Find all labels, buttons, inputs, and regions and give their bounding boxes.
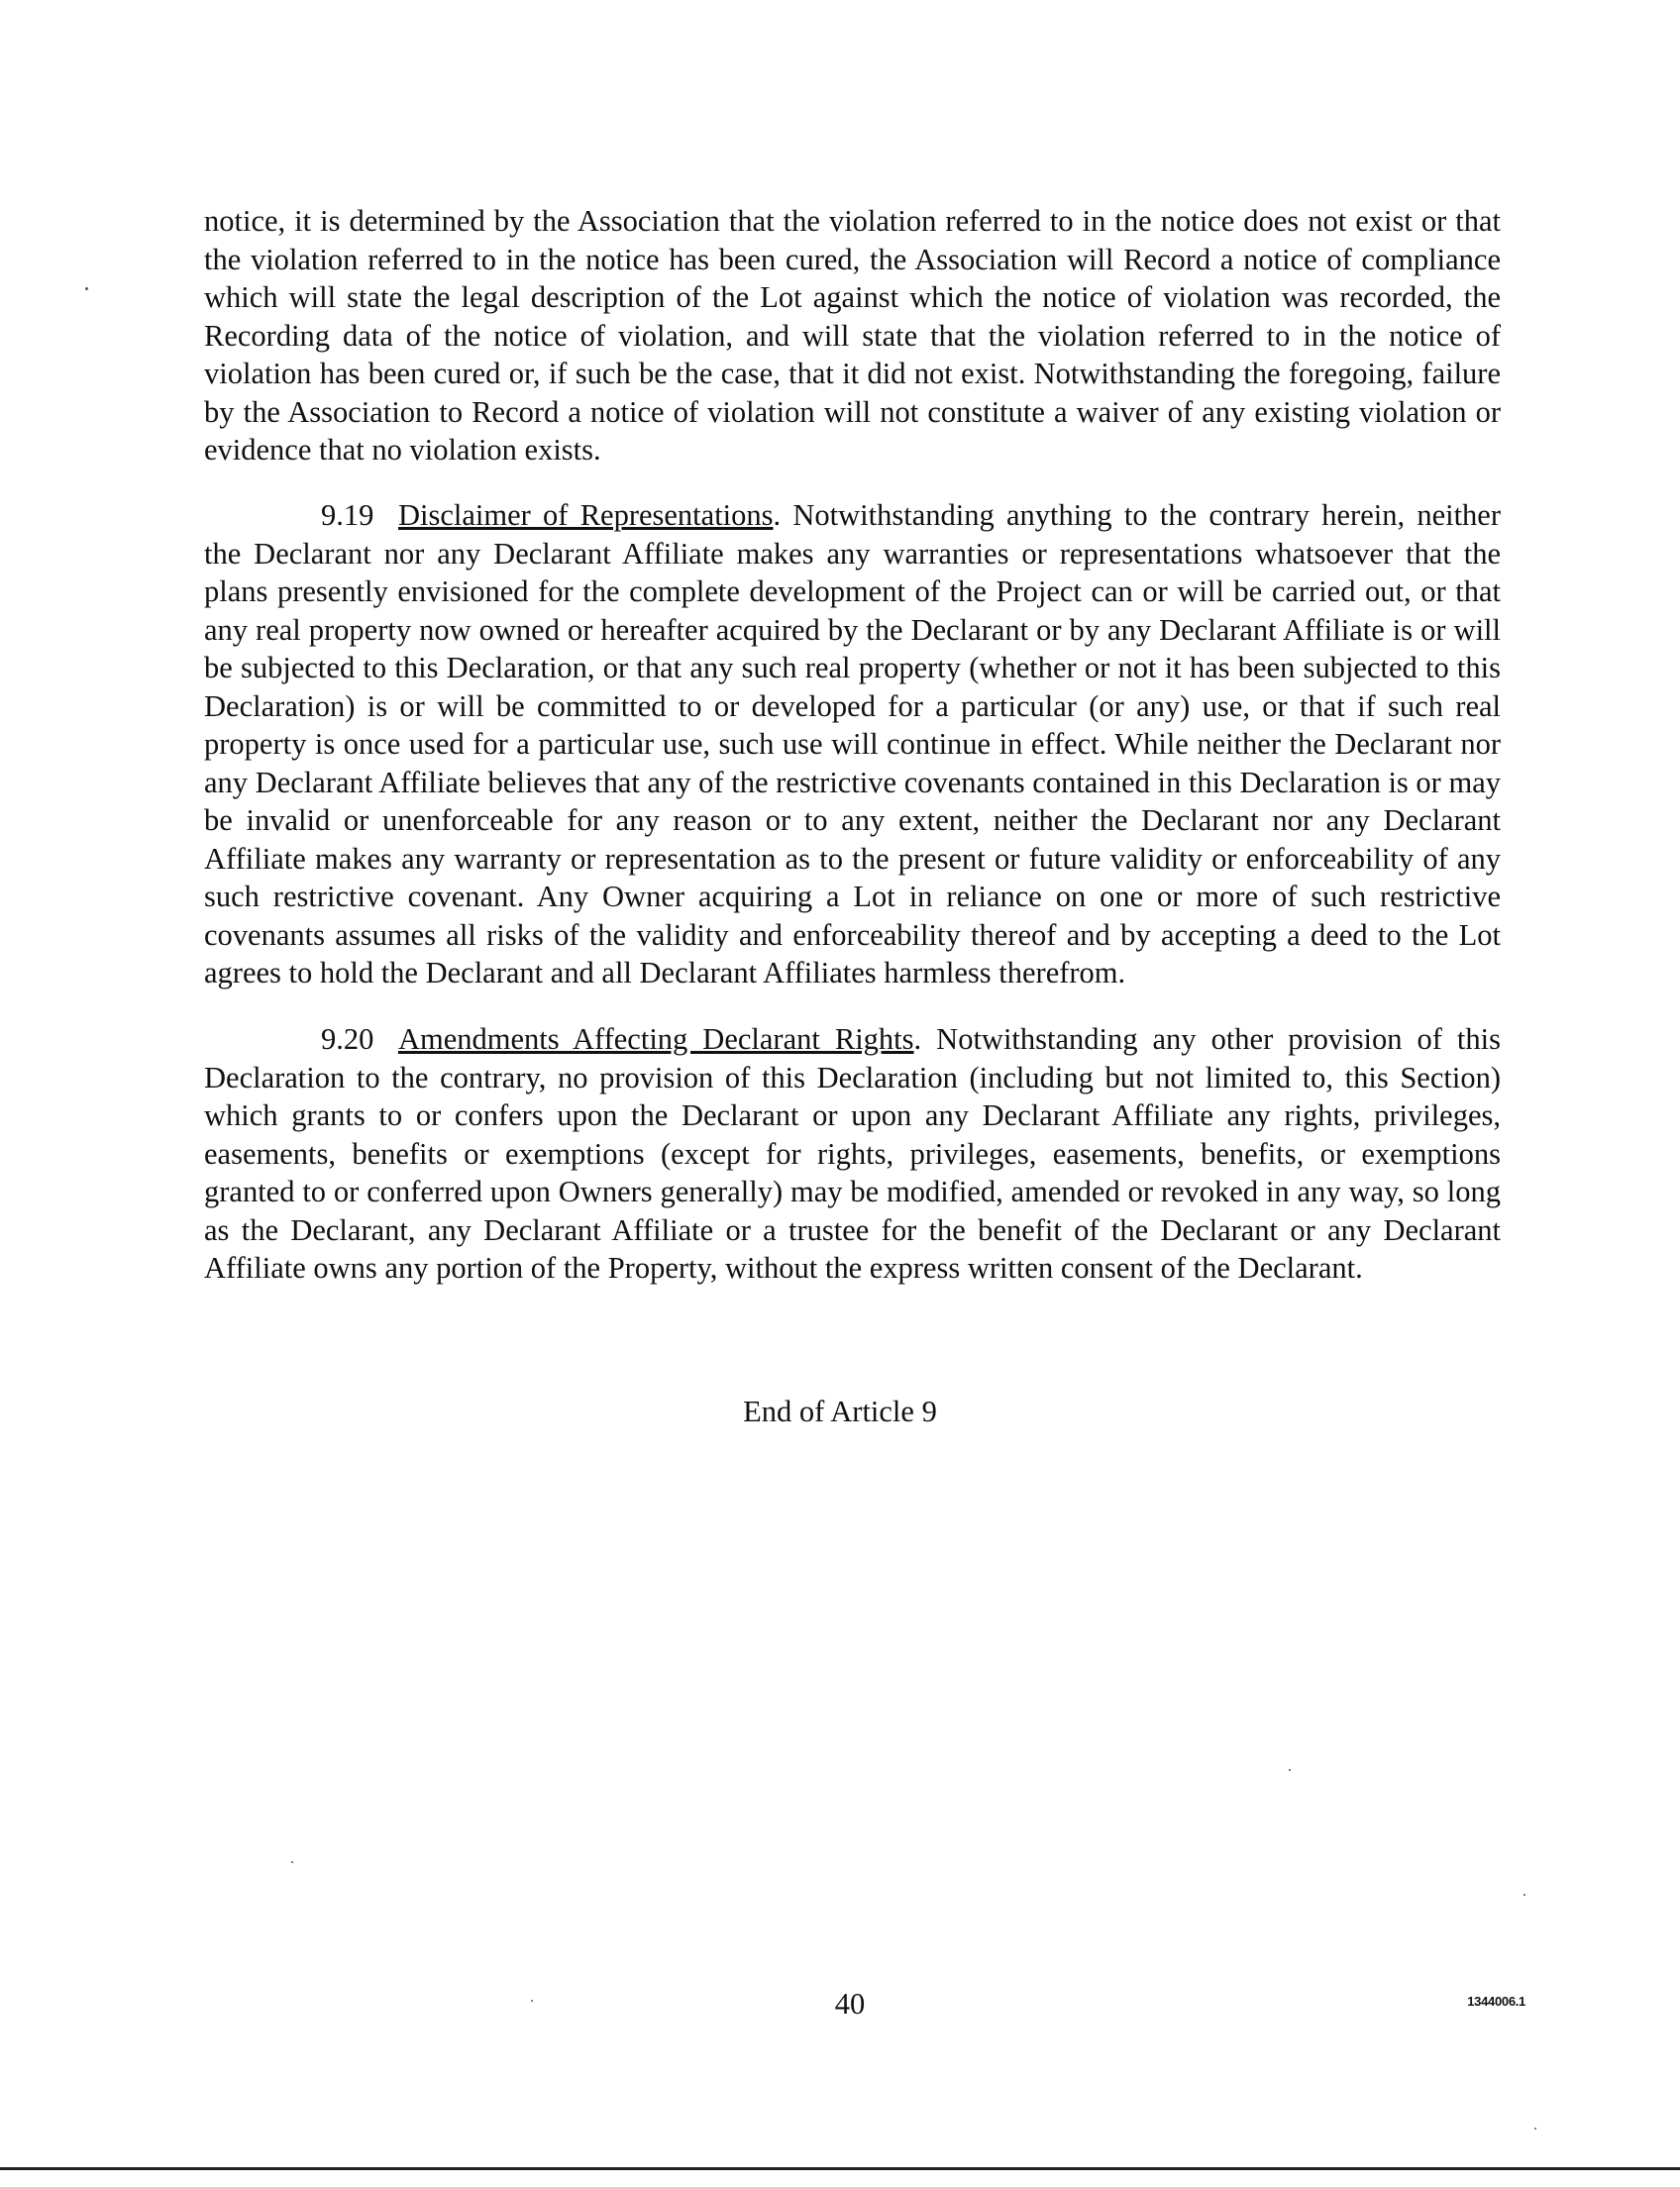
scan-edge-line — [0, 2167, 1680, 2170]
section-body: . Notwithstanding anything to the contrary herein, neither the Declarant nor any Declarant Affiliate makes any warranties or representations whatsoever that the plans presently envisioned for the complete development of the Project can or will be carried out, or that any real property now owned or hereafter acquired by the Declarant or by any Declarant Affiliate is or will be subjected to this Declaration, or that any such real property (whether or not it has been subjected to this Declaration) is or will be committed to or developed for a particular (or any) use, or that if such real property is once used for a particular use, such use will continue in effect. While neither the Declarant nor any Declarant Affiliate believes that any of the restrictive covenants contained in this Declaration is or may be invalid or unenforceable for any reason or to any extent, neither the Declarant nor any Declarant Affiliate makes any warranty or representation as to the present or future validity or enforceability of any such restrictive covenant. Any Owner acquiring a Lot in reliance on one or more of such restrictive covenants assumes all risks of the validity and enforceability thereof and by accepting a deed to the Lot agrees to hold the Declarant and all Declarant Affiliates harmless therefrom. — [204, 498, 1501, 989]
section-9-19 — [204, 496, 1501, 992]
document-id: 1344006.1 — [1467, 1994, 1525, 2009]
end-of-article-marker: End of Article 9 — [743, 1395, 937, 1428]
section-number: 9.20 — [321, 1022, 374, 1056]
scan-speck — [531, 2000, 533, 2002]
section-number: 9.19 — [321, 498, 374, 532]
section-9-20 — [204, 1020, 1501, 1288]
section-body: . Notwithstanding any other provision of this Declaration to the contrary, no provision of this Declaration (including but not limited to, this Section) which grants to or confers upon the Declarant or upon any Declarant Affiliate any rights, privileges, easements, benefits or exemptions (except for rights, privileges, easements, benefits, or exemptions granted to or conferred upon Owners generally) may be modified, amended or revoked in any way, so long as the Declarant, any Declarant Affiliate or a trustee for the benefit of the Declarant or any Declarant Affiliate owns any portion of the Property, without the express written consent of the Declarant. — [204, 1022, 1502, 1285]
scan-speck — [291, 1861, 293, 1863]
section-title: Disclaimer of Representations — [398, 498, 774, 532]
scan-speck — [1289, 1769, 1291, 1771]
scan-speck — [85, 287, 88, 290]
scan-speck — [1534, 2128, 1536, 2130]
continuation-paragraph: notice, it is determined by the Association that the violation referred to in the notice does not exist or that the violation referred to in the notice has been cured, the Association will Record a notice of compliance which will state the legal description of the Lot against which the notice of violation was recorded, the Recording data of the notice of violation, and will state that the violation referred to in the notice of violation has been cured or, if such be the case, that it did not exist. Notwithstanding the foregoing, failure by the Association to Record a notice of violation will not constitute a waiver of any existing violation or evidence that no violation exists. — [204, 204, 1501, 467]
page-number: 40 — [834, 1987, 866, 2021]
scan-speck — [1523, 1894, 1525, 1896]
section-title: Amendments Affecting Declarant Rights — [398, 1022, 914, 1056]
